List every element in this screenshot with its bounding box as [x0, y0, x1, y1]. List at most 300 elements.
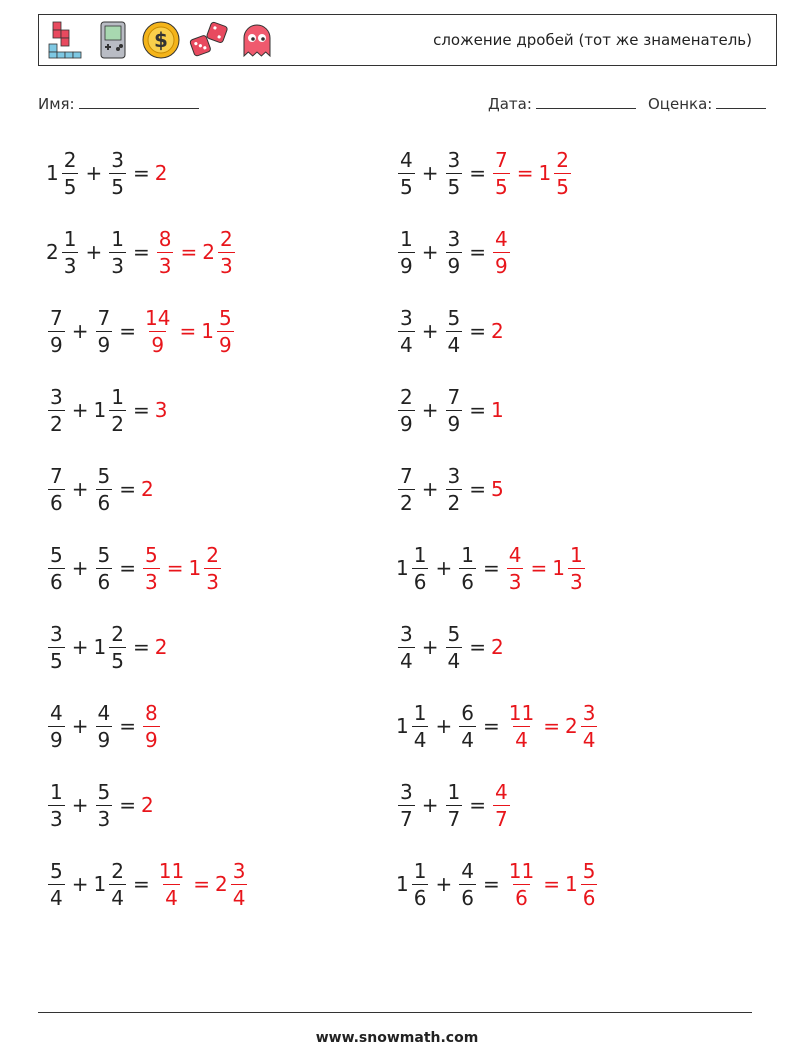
operand-a-numerator: 3	[400, 621, 413, 646]
answer-fraction	[143, 700, 160, 752]
answer-mixed-numerator: 1	[569, 542, 583, 567]
operand-b-fraction	[446, 621, 463, 673]
operand-a-whole: 1	[396, 556, 409, 580]
equals-sign: =	[132, 635, 150, 659]
answer-fraction	[493, 147, 510, 199]
answer-mixed-fraction	[568, 542, 585, 594]
operand-b	[444, 384, 465, 436]
problem-item	[396, 537, 587, 599]
operand-a-numerator: 4	[50, 700, 63, 725]
problem-item	[396, 695, 599, 757]
answer-mixed-denominator: 3	[569, 569, 583, 594]
operand-b-fraction	[446, 463, 463, 515]
answer-numerator: 11	[158, 858, 185, 883]
plus-sign: +	[435, 872, 453, 896]
plus-sign: +	[421, 319, 439, 343]
problem-item	[46, 537, 223, 599]
answer-mixed-fraction	[581, 700, 598, 752]
answer-mixed-denominator: 4	[582, 727, 596, 752]
grade-blank[interactable]	[716, 94, 766, 109]
answer	[491, 779, 512, 831]
equals-sign: =	[132, 872, 150, 896]
operand-b	[444, 147, 465, 199]
answer-denominator: 3	[145, 569, 158, 594]
answer-denominator: 5	[495, 174, 508, 199]
operand-a-fraction	[48, 779, 65, 831]
equals-sign: =	[469, 477, 486, 501]
answer	[491, 635, 505, 659]
name-blank[interactable]	[79, 94, 199, 109]
operand-b-fraction	[446, 305, 463, 357]
grade-field	[648, 94, 766, 113]
operand-a	[46, 463, 67, 515]
answer-mixed	[552, 542, 586, 594]
operand-a-denominator: 3	[50, 806, 63, 831]
worksheet-title: сложение дробей (тот же знаменатель)	[433, 31, 752, 49]
operand-a-fraction	[412, 858, 429, 910]
date-label: Дата:	[488, 95, 532, 113]
operand-b	[457, 700, 478, 752]
plus-sign: +	[421, 240, 439, 264]
answer-fraction	[143, 542, 160, 594]
answer	[141, 700, 162, 752]
operand-b-denominator: 5	[447, 174, 461, 199]
operand-a-numerator: 3	[400, 305, 413, 330]
plus-sign: +	[71, 635, 89, 659]
operand-a-numerator: 1	[400, 226, 413, 251]
operand-a	[46, 305, 67, 357]
equals-sign: =	[482, 714, 500, 738]
answer-fraction	[507, 542, 524, 594]
operand-b-numerator: 3	[447, 463, 461, 488]
operand-b	[94, 700, 115, 752]
equals-sign: =	[469, 793, 486, 817]
problem-item	[396, 458, 505, 520]
operand-b-fraction	[109, 384, 126, 436]
answer-mixed-numerator: 5	[218, 305, 232, 330]
answer	[505, 858, 538, 910]
operand-b-numerator: 7	[447, 384, 461, 409]
operand-a-fraction	[48, 700, 65, 752]
date-field	[488, 94, 636, 113]
answer-equals-sign: =	[543, 714, 560, 738]
operand-b-numerator: 1	[111, 384, 124, 409]
equals-sign: =	[132, 398, 150, 422]
answer-mixed-denominator: 3	[206, 569, 219, 594]
operand-a-denominator: 9	[50, 332, 63, 357]
plus-sign: +	[85, 161, 103, 185]
operand-b-denominator: 2	[447, 490, 461, 515]
problem-item	[396, 616, 505, 678]
operand-b	[94, 542, 115, 594]
answer-mixed-denominator: 9	[218, 332, 232, 357]
answer-numerator: 8	[145, 700, 158, 725]
name-field	[38, 94, 199, 113]
operand-a-fraction	[48, 621, 65, 673]
answer	[141, 305, 174, 357]
problem-item	[46, 616, 168, 678]
operand-a-numerator: 7	[50, 305, 63, 330]
answer-numerator: 4	[495, 779, 508, 804]
operand-b-fraction	[459, 700, 476, 752]
operand-b-fraction	[109, 858, 126, 910]
problem-item	[396, 142, 573, 204]
plus-sign: +	[71, 319, 89, 343]
tetris-blocks-icon	[45, 20, 85, 60]
operand-b-numerator: 1	[461, 542, 474, 567]
operand-b-denominator: 6	[97, 569, 111, 594]
equals-sign: =	[119, 319, 136, 343]
operand-a	[396, 858, 430, 910]
operand-b-numerator: 2	[111, 621, 124, 646]
answer	[141, 793, 155, 817]
answer-mixed-whole: 1	[564, 872, 578, 896]
dice-icon	[189, 20, 229, 60]
answer-mixed-denominator: 3	[219, 253, 233, 278]
equals-sign: =	[469, 635, 486, 659]
answer-whole: 2	[141, 793, 154, 817]
operand-b	[444, 226, 465, 278]
operand-a-fraction	[398, 147, 415, 199]
answer-mixed-whole: 1	[201, 319, 214, 343]
plus-sign: +	[71, 793, 89, 817]
gold-coin-icon	[141, 20, 181, 60]
answer-whole: 2	[154, 635, 168, 659]
footer-site: www.snowmath.com	[315, 1030, 479, 1046]
operand-b-numerator: 3	[447, 147, 461, 172]
equals-sign: =	[132, 161, 150, 185]
operand-a	[396, 700, 430, 752]
answer-denominator: 4	[165, 885, 178, 910]
answer-equals-sign: =	[516, 161, 534, 185]
answer-equals-sign: =	[193, 872, 210, 896]
answer-numerator: 8	[158, 226, 172, 251]
answer	[141, 542, 162, 594]
operand-b-numerator: 6	[461, 700, 474, 725]
equals-sign: =	[119, 477, 136, 501]
problem-item	[396, 379, 505, 441]
operand-a	[46, 700, 67, 752]
operand-a-fraction	[48, 463, 65, 515]
operand-b	[444, 779, 465, 831]
operand-a-denominator: 6	[413, 885, 427, 910]
operand-b-whole: 1	[93, 635, 107, 659]
operand-b	[94, 463, 115, 515]
operand-b-denominator: 3	[97, 806, 111, 831]
answer-mixed-fraction	[204, 542, 221, 594]
answer-mixed	[538, 147, 573, 199]
operand-b-denominator: 3	[111, 253, 124, 278]
answer-mixed-fraction	[217, 305, 234, 357]
equals-sign: =	[119, 793, 136, 817]
plus-sign: +	[421, 635, 439, 659]
operand-b	[94, 305, 115, 357]
plus-sign: +	[71, 872, 89, 896]
answer-mixed	[564, 700, 599, 752]
problem-item	[46, 853, 249, 915]
svg-text:$: $	[154, 28, 168, 52]
equals-sign: =	[469, 398, 486, 422]
operand-a-fraction	[48, 858, 65, 910]
operand-a-fraction	[398, 226, 415, 278]
operand-b-denominator: 4	[111, 885, 124, 910]
operand-b-whole: 1	[93, 872, 107, 896]
operand-a	[46, 226, 80, 278]
operand-a-fraction	[62, 147, 79, 199]
answer-whole: 3	[154, 398, 168, 422]
answer-numerator: 7	[495, 147, 508, 172]
operand-a-denominator: 4	[413, 727, 427, 752]
operand-b	[94, 779, 115, 831]
operand-b-fraction	[446, 147, 463, 199]
operand-a	[46, 621, 67, 673]
equals-sign: =	[119, 714, 136, 738]
operand-b	[457, 858, 478, 910]
operand-a-denominator: 2	[50, 411, 63, 436]
operand-a-numerator: 3	[50, 384, 63, 409]
problem-item	[46, 379, 168, 441]
worksheet-header	[38, 14, 777, 66]
operand-a	[396, 779, 417, 831]
operand-b-numerator: 7	[97, 305, 111, 330]
operand-a-denominator: 4	[400, 332, 413, 357]
answer	[155, 161, 169, 185]
operand-a-denominator: 6	[413, 569, 427, 594]
operand-a	[396, 542, 430, 594]
plus-sign: +	[435, 556, 453, 580]
operand-b-denominator: 9	[97, 727, 111, 752]
answer	[155, 858, 188, 910]
plus-sign: +	[71, 714, 89, 738]
operand-a	[396, 463, 417, 515]
answer-mixed-whole: 2	[214, 872, 228, 896]
operand-b-numerator: 4	[97, 700, 111, 725]
operand-a	[396, 384, 417, 436]
operand-b	[444, 305, 465, 357]
operand-b-numerator: 3	[111, 147, 124, 172]
operand-b-denominator: 7	[447, 806, 461, 831]
answer-mixed	[188, 542, 223, 594]
answer-numerator: 4	[495, 226, 508, 251]
operand-a	[396, 621, 417, 673]
footer-divider	[38, 1012, 752, 1013]
operand-b-denominator: 4	[447, 648, 461, 673]
answer-fraction	[143, 305, 172, 357]
answer-whole: 2	[154, 161, 168, 185]
operand-b-numerator: 5	[97, 779, 111, 804]
operand-a	[396, 226, 417, 278]
operand-a-fraction	[398, 305, 415, 357]
answer-whole: 2	[491, 319, 504, 343]
answer-mixed-fraction	[218, 226, 235, 278]
operand-b-denominator: 9	[97, 332, 111, 357]
operand-a-fraction	[398, 779, 415, 831]
operand-b-fraction	[446, 384, 463, 436]
problem-item	[396, 221, 512, 283]
problem-item	[46, 458, 155, 520]
operand-a	[396, 147, 417, 199]
answer-fraction	[507, 858, 536, 910]
answer-whole: 1	[491, 398, 504, 422]
answer-mixed-fraction	[554, 147, 571, 199]
problem-item	[396, 853, 599, 915]
plus-sign: +	[71, 398, 89, 422]
answer	[141, 477, 155, 501]
operand-b-numerator: 5	[447, 305, 461, 330]
answer-numerator: 5	[145, 542, 158, 567]
problem-item	[46, 695, 162, 757]
answer	[155, 398, 169, 422]
operand-b	[444, 621, 465, 673]
operand-a-numerator: 4	[400, 147, 413, 172]
answer-fraction	[157, 858, 186, 910]
equals-sign: =	[119, 556, 136, 580]
answer-fraction	[493, 779, 510, 831]
operand-b	[107, 147, 128, 199]
operand-a-fraction	[48, 384, 65, 436]
answer-mixed-whole: 2	[202, 240, 215, 264]
answer-mixed-numerator: 3	[232, 858, 246, 883]
equals-sign: =	[469, 240, 486, 264]
problem-item	[46, 774, 155, 836]
answer-mixed	[202, 226, 236, 278]
answer-mixed	[564, 858, 599, 910]
operand-b	[444, 463, 465, 515]
operand-a-denominator: 5	[400, 174, 413, 199]
operand-a-denominator: 9	[50, 727, 63, 752]
answer-mixed-denominator: 6	[582, 885, 596, 910]
operand-b-denominator: 6	[461, 885, 474, 910]
plus-sign: +	[421, 477, 439, 501]
operand-a	[46, 384, 67, 436]
answer	[491, 147, 512, 199]
operand-b-numerator: 5	[97, 463, 111, 488]
operand-a-denominator: 6	[50, 490, 63, 515]
operand-a	[46, 542, 67, 594]
operand-b-denominator: 4	[447, 332, 461, 357]
operand-a-numerator: 2	[400, 384, 413, 409]
answer-fraction	[507, 700, 536, 752]
operand-b-numerator: 3	[447, 226, 461, 251]
operand-a-fraction	[412, 542, 429, 594]
operand-a-numerator: 1	[413, 700, 427, 725]
operand-a-numerator: 5	[50, 542, 63, 567]
operand-b-denominator: 9	[447, 411, 461, 436]
grade-label: Оценка:	[648, 95, 713, 113]
ghost-icon	[237, 20, 277, 60]
problem-item	[396, 774, 512, 836]
answer-equals-sign: =	[530, 556, 548, 580]
operand-b-numerator: 1	[111, 226, 124, 251]
plus-sign: +	[421, 398, 439, 422]
answer	[505, 542, 526, 594]
operand-a-whole: 1	[396, 714, 409, 738]
answer-fraction	[493, 226, 510, 278]
operand-a-whole: 1	[46, 161, 59, 185]
operand-a-numerator: 1	[50, 779, 63, 804]
answer-numerator: 14	[145, 305, 171, 330]
name-label: Имя:	[38, 95, 75, 113]
answer-mixed	[214, 858, 249, 910]
operand-b-denominator: 6	[97, 490, 111, 515]
operand-a-whole: 2	[46, 240, 59, 264]
answer-mixed-numerator: 2	[206, 542, 219, 567]
answer-denominator: 3	[158, 253, 172, 278]
operand-a-numerator: 1	[63, 226, 77, 251]
operand-a-denominator: 9	[400, 253, 413, 278]
problem-item	[46, 142, 168, 204]
operand-a-numerator: 2	[63, 147, 77, 172]
date-blank[interactable]	[536, 94, 636, 109]
answer-denominator: 7	[495, 806, 508, 831]
answer-whole: 2	[491, 635, 504, 659]
operand-b	[93, 621, 128, 673]
equals-sign: =	[469, 319, 486, 343]
operand-b-fraction	[109, 147, 126, 199]
answer-mixed-denominator: 4	[232, 885, 246, 910]
equals-sign: =	[482, 872, 500, 896]
operand-a-numerator: 7	[400, 463, 413, 488]
answer-denominator: 3	[508, 569, 522, 594]
operand-b-fraction	[96, 305, 113, 357]
operand-b-numerator: 5	[97, 542, 111, 567]
answer	[491, 477, 505, 501]
operand-a-denominator: 5	[50, 648, 63, 673]
answer	[155, 635, 169, 659]
plus-sign: +	[421, 161, 439, 185]
operand-a-fraction	[62, 226, 79, 278]
operand-b	[107, 226, 128, 278]
equals-sign: =	[482, 556, 500, 580]
answer-equals-sign: =	[166, 556, 184, 580]
plus-sign: +	[71, 477, 89, 501]
operand-b-whole: 1	[93, 398, 107, 422]
operand-a-denominator: 4	[400, 648, 413, 673]
operand-a	[46, 147, 80, 199]
answer-equals-sign: =	[180, 240, 198, 264]
operand-a	[46, 858, 67, 910]
operand-a-denominator: 5	[63, 174, 77, 199]
problem-item	[396, 300, 505, 362]
operand-b-fraction	[96, 542, 113, 594]
operand-a-numerator: 3	[400, 779, 413, 804]
operand-a-numerator: 3	[50, 621, 63, 646]
operand-a	[46, 779, 67, 831]
operand-b	[93, 384, 128, 436]
operand-a-fraction	[398, 621, 415, 673]
operand-b-fraction	[96, 463, 113, 515]
operand-b-denominator: 2	[111, 411, 124, 436]
answer-mixed-numerator: 2	[219, 226, 233, 251]
answer-denominator: 4	[515, 727, 528, 752]
operand-b-numerator: 5	[447, 621, 461, 646]
answer-whole: 2	[141, 477, 154, 501]
answer	[491, 398, 505, 422]
operand-b-numerator: 2	[111, 858, 124, 883]
operand-a-denominator: 3	[63, 253, 77, 278]
answer-whole: 5	[491, 477, 504, 501]
answer-mixed-numerator: 3	[582, 700, 596, 725]
operand-a-whole: 1	[396, 872, 409, 896]
operand-a-fraction	[398, 384, 415, 436]
operand-b-denominator: 6	[461, 569, 474, 594]
answer-mixed-fraction	[581, 858, 598, 910]
operand-b-numerator: 4	[461, 858, 474, 883]
operand-b-fraction	[109, 621, 126, 673]
answer-equals-sign: =	[543, 872, 560, 896]
plus-sign: +	[85, 240, 103, 264]
operand-b-fraction	[446, 226, 463, 278]
